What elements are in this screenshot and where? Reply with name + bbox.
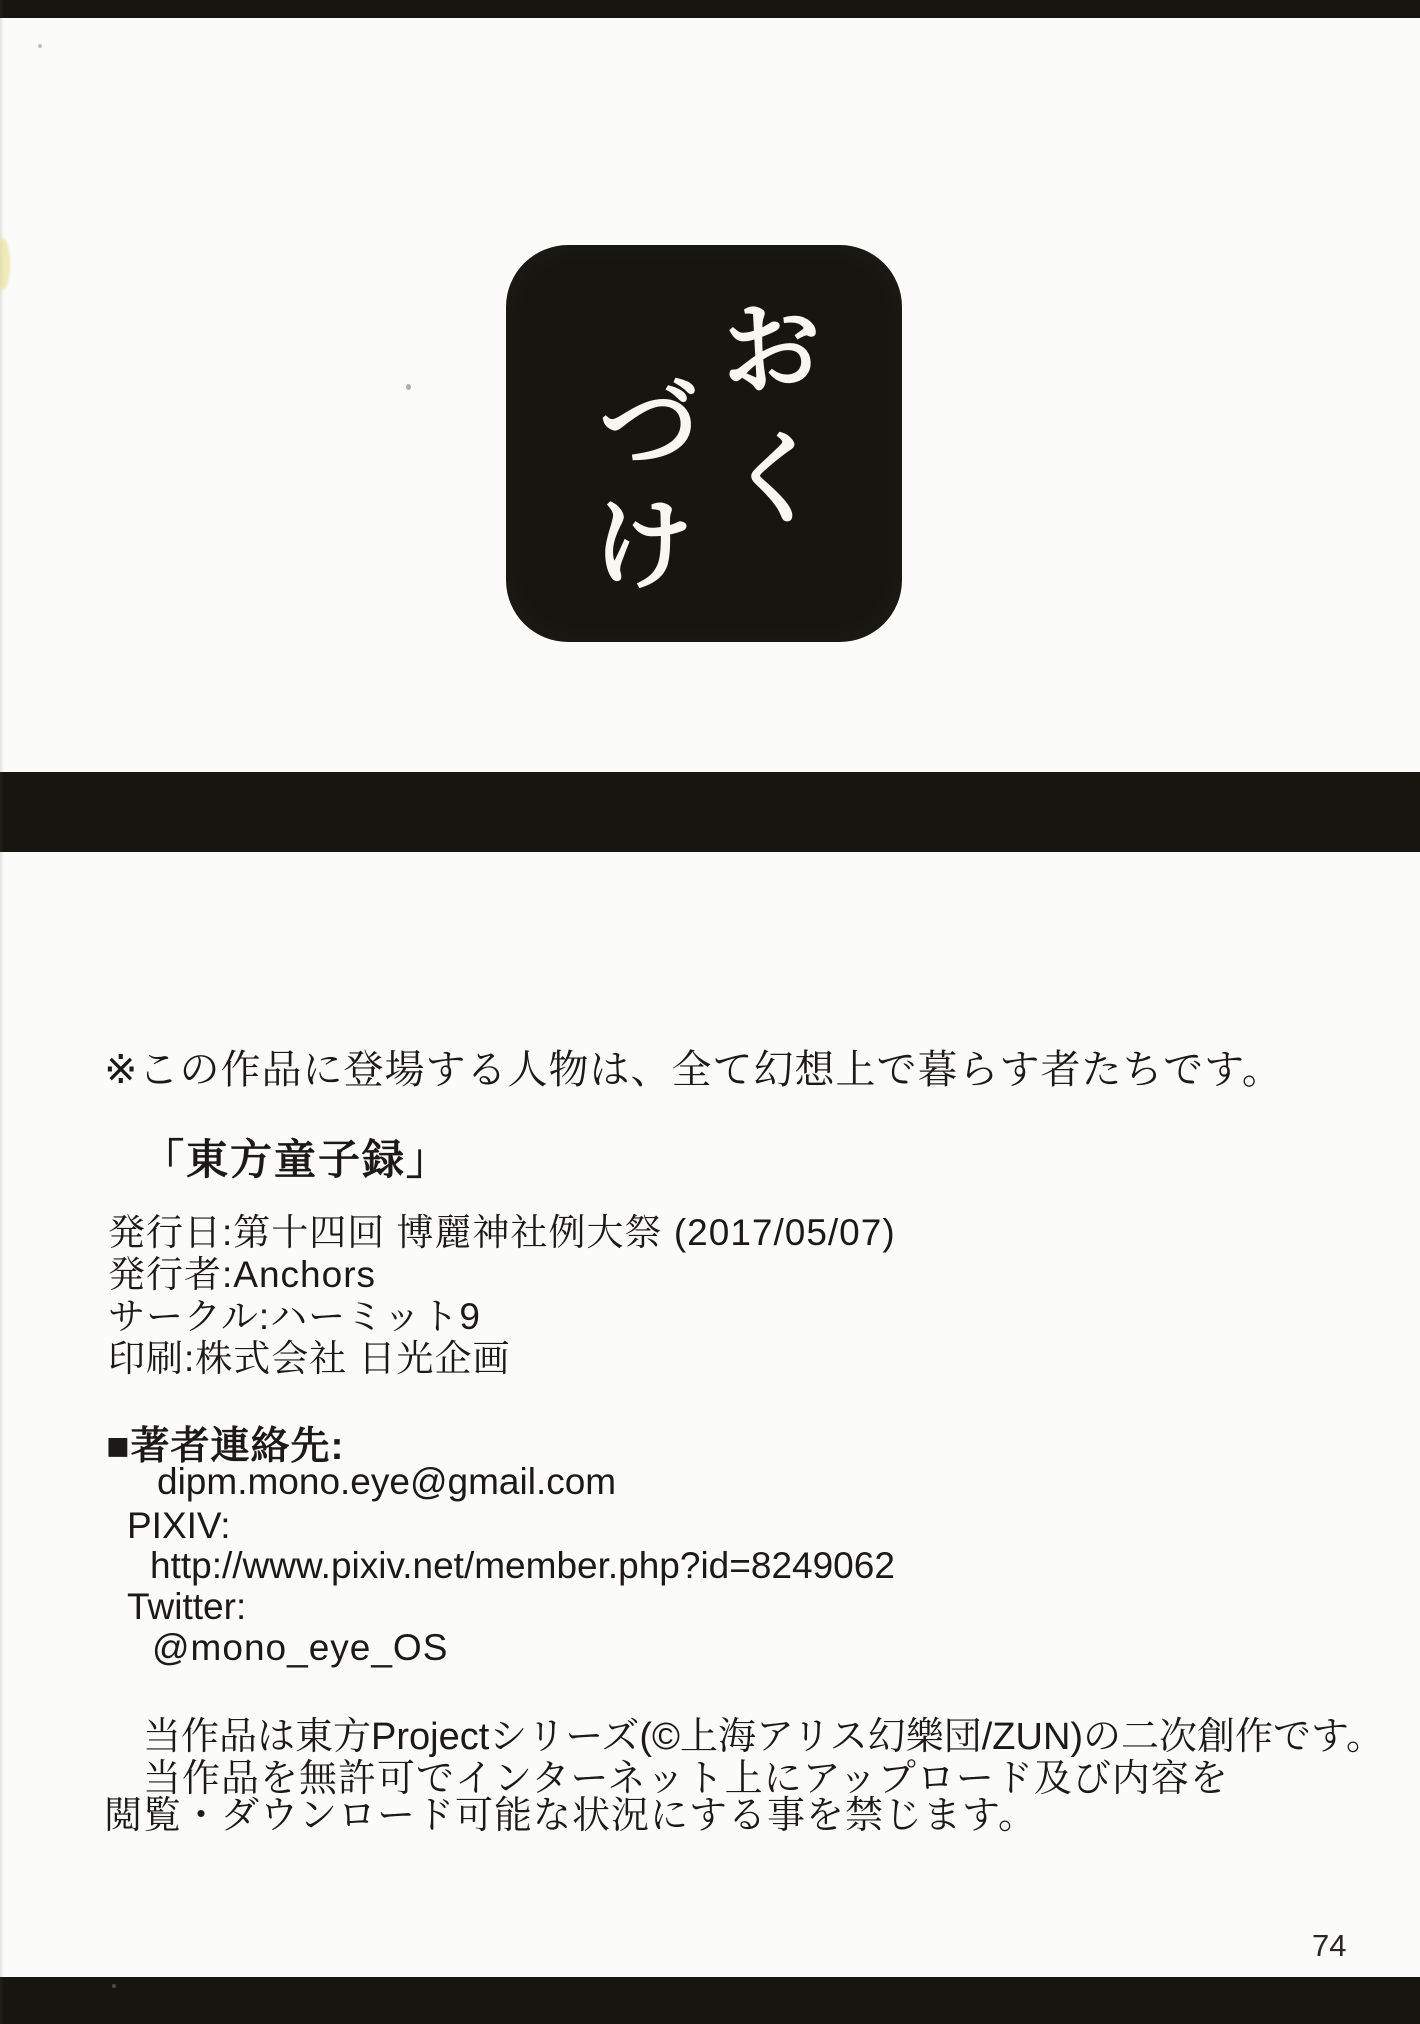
page-bottom-trim-bar — [0, 1977, 1420, 2024]
upload-prohibition-line: 当作品を無許可でインターネット上にアップロード及び内容を — [143, 1758, 1229, 1800]
download-prohibition-line: 閲覧・ダウンロード可能な状況にする事を禁じます。 — [104, 1795, 1037, 1837]
scan-speck — [38, 44, 42, 48]
author-email-address: dipm.mono.eye@gmail.com — [157, 1461, 617, 1502]
twitter-handle: @mono_eye_OS — [152, 1627, 449, 1668]
pixiv-label: PIXIV: — [127, 1505, 231, 1546]
okuzuke-badge — [506, 245, 902, 642]
book-title: 「東方童子録」 — [142, 1136, 451, 1183]
publication-info-block — [108, 1212, 896, 1380]
okuzuke-char-ku: く — [722, 419, 829, 538]
pixiv-profile-url: http://www.pixiv.net/member.php?id=8249062 — [150, 1545, 895, 1586]
section-divider-band — [0, 772, 1420, 852]
publisher-line: 発行者:Anchors — [108, 1254, 377, 1295]
circle-line: サークル:ハーミット9 — [108, 1296, 482, 1337]
page-top-trim-bar — [0, 0, 1420, 18]
twitter-label: Twitter: — [127, 1586, 247, 1627]
scan-speck — [406, 384, 411, 390]
scan-edge-shading — [0, 0, 4, 2024]
scan-speck — [112, 1984, 116, 1988]
character-disclaimer-note: ※この作品に登場する人物は、全て幻想上で暮らす者たちです。 — [104, 1048, 1283, 1092]
publication-date-line: 発行日:第十四回 博麗神社例大祭 (2017/05/07) — [108, 1212, 896, 1253]
printer-line: 印刷:株式会社 日光企画 — [108, 1338, 511, 1379]
page-number: 74 — [1312, 1928, 1347, 1963]
okuzuke-char-o: お — [718, 290, 825, 409]
derivative-work-disclaimer-line: 当作品は東方Projectシリーズ(©上海アリス幻樂団/ZUN)の二次創作です。 — [143, 1716, 1385, 1758]
okuzuke-char-ke: け — [590, 487, 695, 604]
scan-stain-artifact — [0, 238, 10, 290]
okuzuke-char-du: づ — [595, 367, 704, 486]
author-contact-heading: ■著者連絡先: — [106, 1425, 345, 1468]
